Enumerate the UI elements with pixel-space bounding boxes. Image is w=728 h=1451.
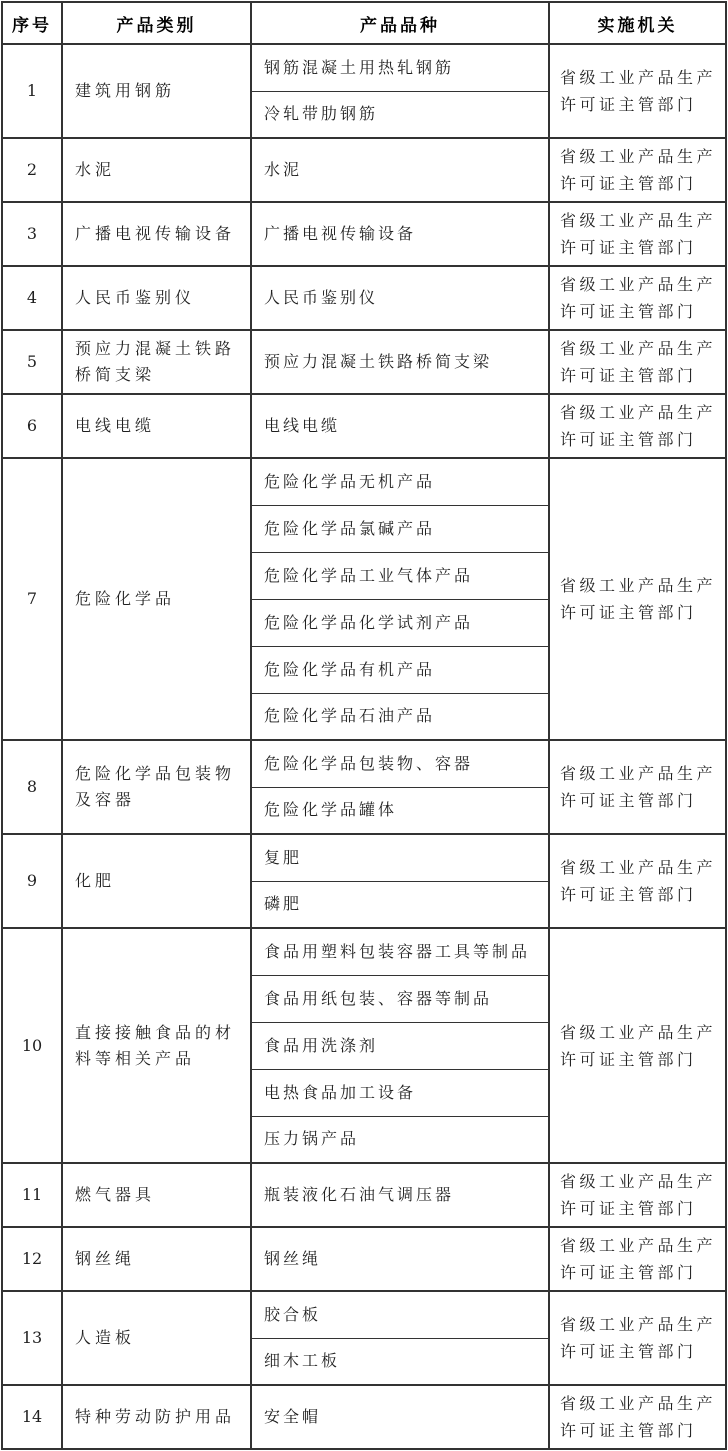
product-variety-cell: 危险化学品氯碱产品 [251,505,549,552]
product-license-table [1,1,727,1450]
product-category-cell: 化肥 [62,834,251,928]
header-implementing-agency: 实施机关 [549,2,726,44]
table-row [2,138,726,202]
product-variety-cell: 人民币鉴别仪 [251,266,549,330]
product-variety-cell: 广播电视传输设备 [251,202,549,266]
product-category-cell: 人民币鉴别仪 [62,266,251,330]
product-variety-cell: 危险化学品工业气体产品 [251,552,549,599]
product-variety-cell: 钢丝绳 [251,1227,549,1291]
table-row [2,1227,726,1291]
table-row [2,330,726,394]
serial-number-cell: 14 [2,1385,62,1449]
implementing-agency-cell: 省级工业产品生产许可证主管部门 [549,1227,726,1291]
product-category-cell: 人造板 [62,1291,251,1385]
product-variety-cell: 安全帽 [251,1385,549,1449]
serial-number-cell: 3 [2,202,62,266]
product-variety-cell: 危险化学品石油产品 [251,693,549,740]
table-body [2,44,726,1449]
product-variety-cell: 食品用纸包装、容器等制品 [251,975,549,1022]
product-category-cell: 特种劳动防护用品 [62,1385,251,1449]
implementing-agency-cell: 省级工业产品生产许可证主管部门 [549,138,726,202]
table-row [2,1385,726,1449]
product-variety-cell: 食品用塑料包装容器工具等制品 [251,928,549,975]
header-serial-number: 序号 [2,2,62,44]
implementing-agency-cell: 省级工业产品生产许可证主管部门 [549,330,726,394]
serial-number-cell: 12 [2,1227,62,1291]
product-variety-cell: 磷肥 [251,881,549,928]
product-category-cell: 电线电缆 [62,394,251,458]
product-category-cell: 直接接触食品的材料等相关产品 [62,928,251,1163]
product-variety-cell: 压力锅产品 [251,1116,549,1163]
serial-number-cell: 2 [2,138,62,202]
product-variety-cell: 危险化学品包装物、容器 [251,740,549,787]
table-row [2,458,726,505]
implementing-agency-cell: 省级工业产品生产许可证主管部门 [549,740,726,834]
serial-number-cell: 11 [2,1163,62,1227]
header-row [2,2,726,44]
implementing-agency-cell: 省级工业产品生产许可证主管部门 [549,266,726,330]
product-variety-cell: 电热食品加工设备 [251,1069,549,1116]
implementing-agency-cell: 省级工业产品生产许可证主管部门 [549,394,726,458]
product-variety-cell: 细木工板 [251,1338,549,1385]
table-row [2,202,726,266]
product-variety-cell: 预应力混凝土铁路桥简支梁 [251,330,549,394]
product-category-cell: 预应力混凝土铁路桥简支梁 [62,330,251,394]
table-row [2,834,726,881]
implementing-agency-cell: 省级工业产品生产许可证主管部门 [549,1291,726,1385]
header-product-variety: 产品品种 [251,2,549,44]
product-variety-cell: 电线电缆 [251,394,549,458]
product-category-cell: 危险化学品包装物及容器 [62,740,251,834]
product-category-cell: 水泥 [62,138,251,202]
product-variety-cell: 危险化学品化学试剂产品 [251,599,549,646]
implementing-agency-cell: 省级工业产品生产许可证主管部门 [549,1163,726,1227]
product-variety-cell: 危险化学品有机产品 [251,646,549,693]
table-row [2,1291,726,1338]
product-category-cell: 钢丝绳 [62,1227,251,1291]
product-variety-cell: 复肥 [251,834,549,881]
implementing-agency-cell: 省级工业产品生产许可证主管部门 [549,458,726,740]
product-variety-cell: 钢筋混凝土用热轧钢筋 [251,44,549,91]
implementing-agency-cell: 省级工业产品生产许可证主管部门 [549,928,726,1163]
product-variety-cell: 危险化学品无机产品 [251,458,549,505]
product-variety-cell: 危险化学品罐体 [251,787,549,834]
product-variety-cell: 冷轧带肋钢筋 [251,91,549,138]
table-row [2,394,726,458]
implementing-agency-cell: 省级工业产品生产许可证主管部门 [549,202,726,266]
implementing-agency-cell: 省级工业产品生产许可证主管部门 [549,44,726,138]
product-category-cell: 建筑用钢筋 [62,44,251,138]
serial-number-cell: 10 [2,928,62,1163]
product-variety-cell: 水泥 [251,138,549,202]
table-row [2,266,726,330]
serial-number-cell: 5 [2,330,62,394]
product-category-cell: 燃气器具 [62,1163,251,1227]
serial-number-cell: 8 [2,740,62,834]
implementing-agency-cell: 省级工业产品生产许可证主管部门 [549,834,726,928]
table-row [2,1163,726,1227]
table-row [2,928,726,975]
serial-number-cell: 6 [2,394,62,458]
product-variety-cell: 胶合板 [251,1291,549,1338]
product-category-cell: 危险化学品 [62,458,251,740]
header-product-category: 产品类别 [62,2,251,44]
table-header [2,2,726,44]
serial-number-cell: 7 [2,458,62,740]
table-row [2,44,726,91]
serial-number-cell: 9 [2,834,62,928]
product-variety-cell: 瓶装液化石油气调压器 [251,1163,549,1227]
serial-number-cell: 13 [2,1291,62,1385]
serial-number-cell: 1 [2,44,62,138]
product-variety-cell: 食品用洗涤剂 [251,1022,549,1069]
serial-number-cell: 4 [2,266,62,330]
table-row [2,740,726,787]
product-category-cell: 广播电视传输设备 [62,202,251,266]
implementing-agency-cell: 省级工业产品生产许可证主管部门 [549,1385,726,1449]
